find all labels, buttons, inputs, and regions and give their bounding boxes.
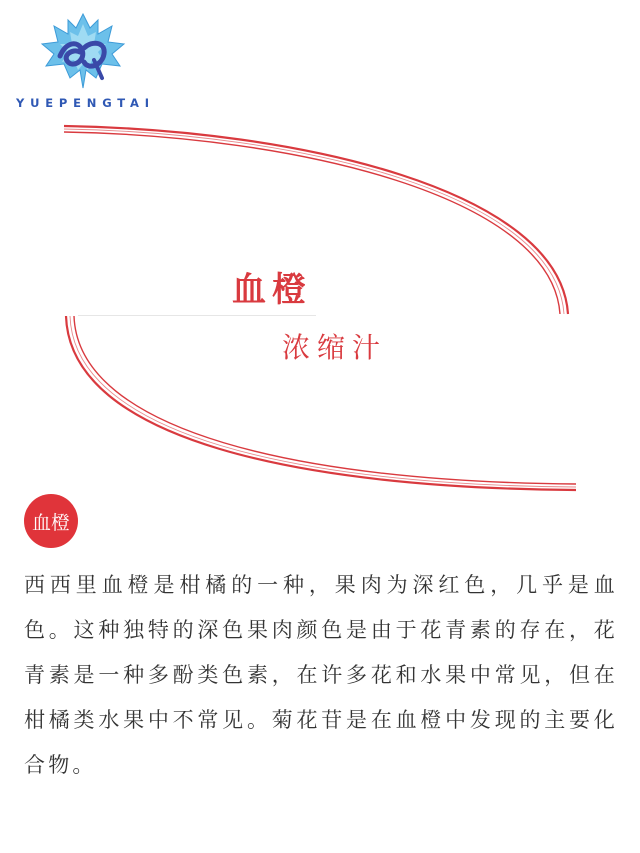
- section-badge: [24, 494, 78, 548]
- body-paragraph: 西西里血橙是柑橘的一种，果肉为深红色，几乎是血色。这种独特的深色果肉颜色是由于花青素的存在，花青素是一种多酚类色素，在许多花和水果中常见，但在柑橘类水果中不常见。菊花苷是在血橙中发现的主要化合物。: [24, 573, 618, 777]
- title-divider: [78, 315, 316, 316]
- top-arc: [64, 126, 568, 314]
- decorative-arcs: [0, 110, 640, 510]
- maple-leaf-logo-icon: [38, 12, 128, 92]
- page-title: 血橙: [232, 270, 312, 310]
- section-badge-label: 血橙: [31, 511, 70, 534]
- brand-logo: [14, 12, 155, 116]
- page-subtitle: 浓缩汁: [282, 331, 388, 364]
- brand-wordmark: YUEPENGTAI: [16, 96, 155, 110]
